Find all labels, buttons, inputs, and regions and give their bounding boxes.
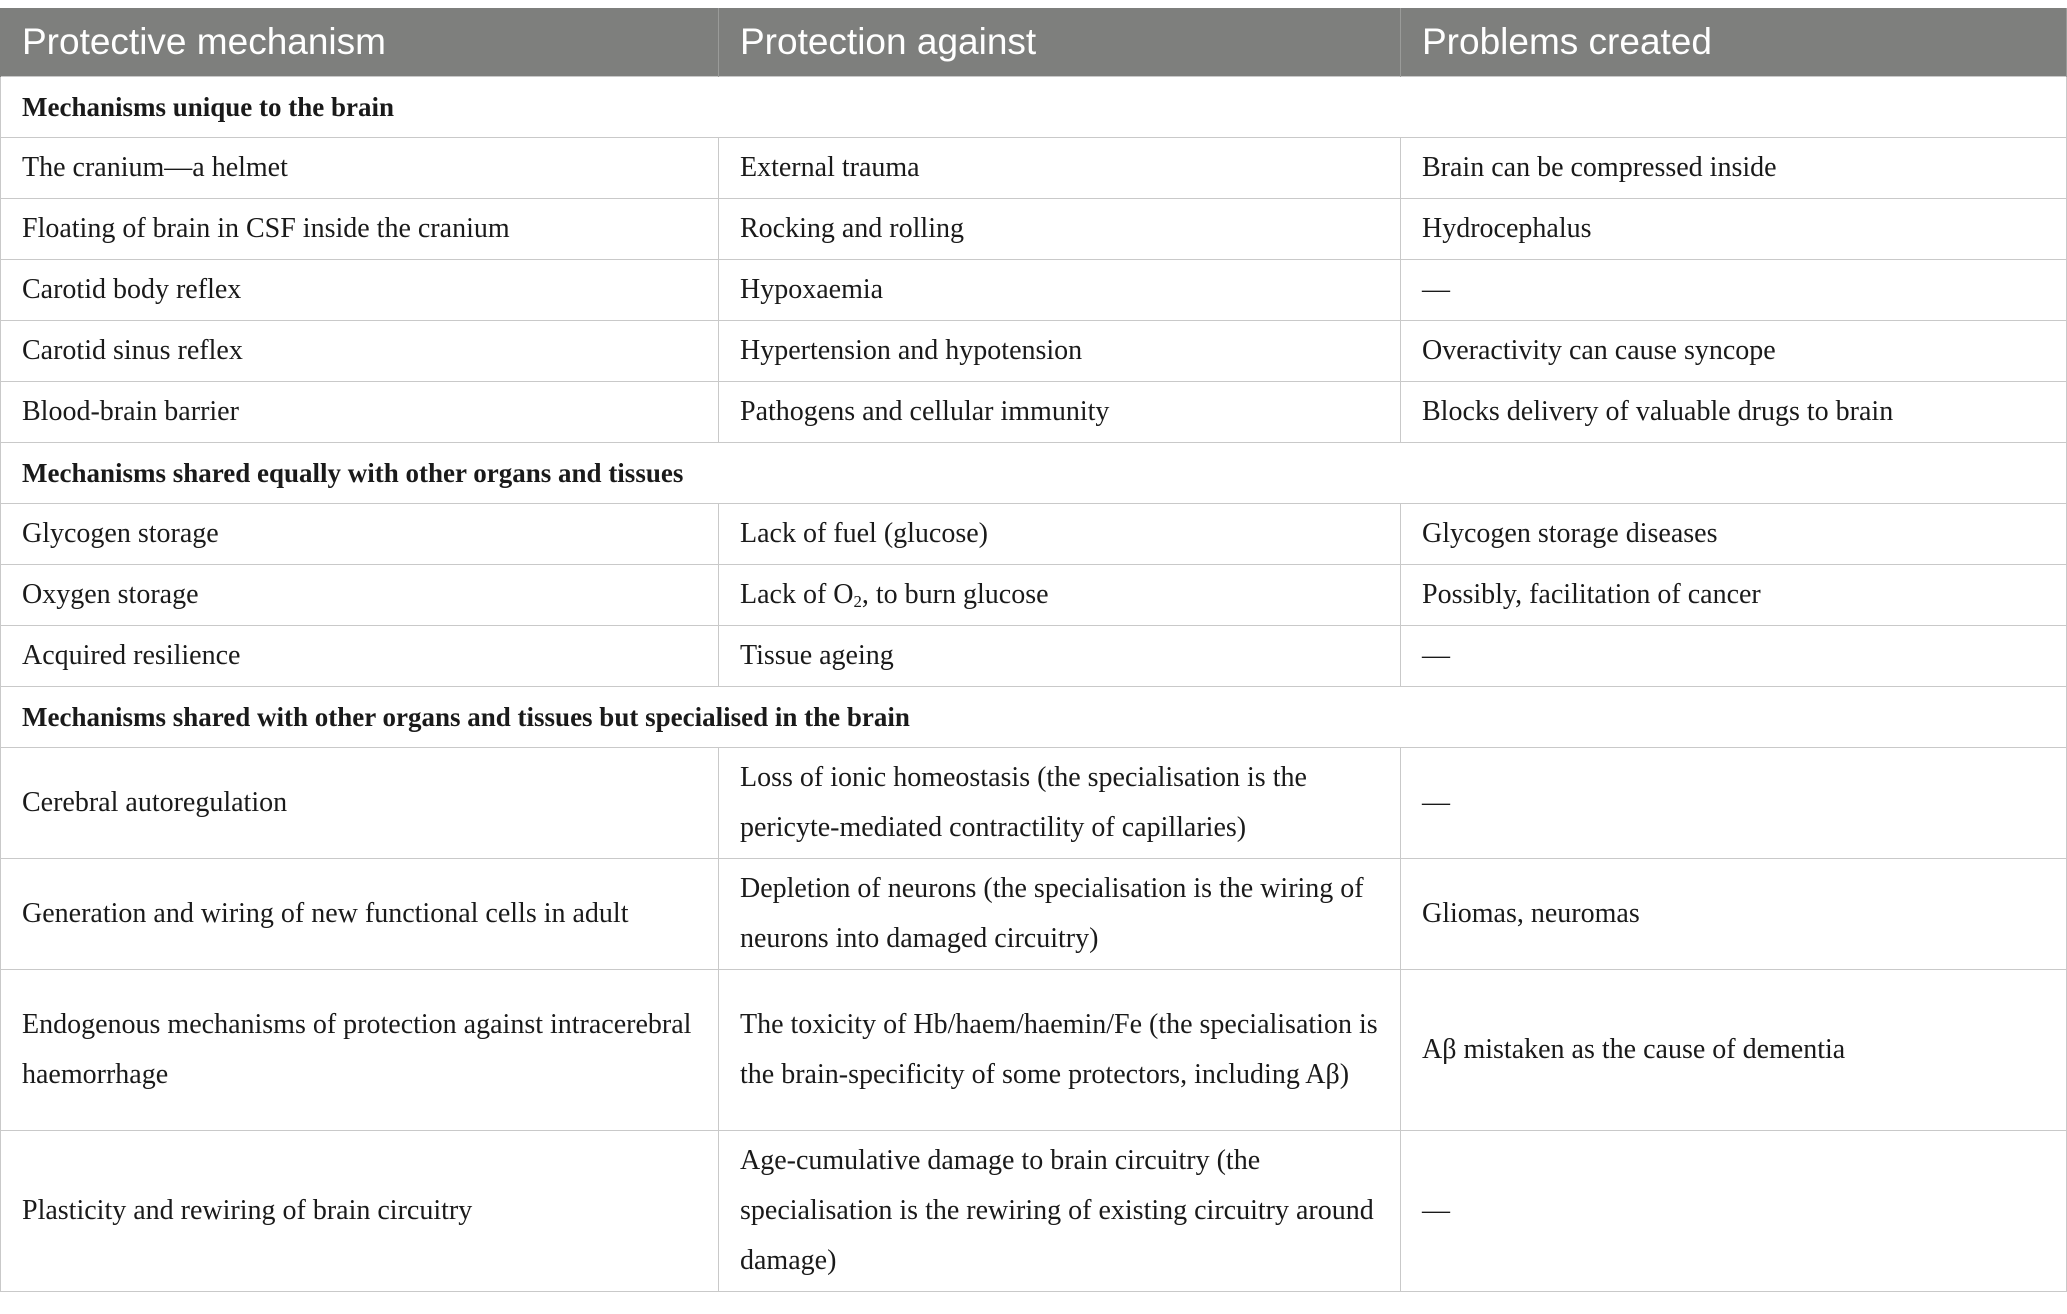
mechanism-cell: Acquired resilience: [1, 626, 719, 687]
mechanism-cell: Cerebral autoregulation: [1, 748, 719, 859]
mechanism-cell: Glycogen storage: [1, 504, 719, 565]
table-row: [1, 970, 2067, 1131]
protection-cell: Tissue ageing: [719, 626, 1401, 687]
protection-text-pre: Lack of O: [740, 579, 854, 610]
problems-cell: —: [1401, 748, 2067, 859]
protection-cell: External trauma: [719, 138, 1401, 199]
problems-cell: Gliomas, neuromas: [1401, 859, 2067, 970]
problems-cell: Glycogen storage diseases: [1401, 504, 2067, 565]
subscript-2: 2: [853, 592, 862, 612]
section-title: Mechanisms shared with other organs and tissues but specialised in the brain: [1, 687, 2067, 748]
table-row: [1, 382, 2067, 443]
mechanism-cell: Blood-brain barrier: [1, 382, 719, 443]
protection-cell: Age-cumulative damage to brain circuitry (the specialisation is the rewiring of existing circuitry around damage): [719, 1131, 1401, 1292]
protection-cell: Lack of fuel (glucose): [719, 504, 1401, 565]
problems-cell: Possibly, facilitation of cancer: [1401, 565, 2067, 626]
table-row: [1, 626, 2067, 687]
mechanism-cell: Floating of brain in CSF inside the cranium: [1, 199, 719, 260]
header-protective-mechanism: Protective mechanism: [1, 8, 719, 77]
table-row: [1, 1131, 2067, 1292]
protection-cell: Rocking and rolling: [719, 199, 1401, 260]
protection-cell: Loss of ionic homeostasis (the specialisation is the pericyte-mediated contractility of capillaries): [719, 748, 1401, 859]
problems-cell: —: [1401, 1131, 2067, 1292]
header-protection-against: Protection against: [719, 8, 1401, 77]
mechanism-cell: Generation and wiring of new functional cells in adult: [1, 859, 719, 970]
table-row: [1, 748, 2067, 859]
section-title: Mechanisms shared equally with other organs and tissues: [1, 443, 2067, 504]
mechanism-cell: Plasticity and rewiring of brain circuitry: [1, 1131, 719, 1292]
section-title: Mechanisms unique to the brain: [1, 77, 2067, 138]
section-row: [1, 77, 2067, 138]
problems-cell: —: [1401, 626, 2067, 687]
header-problems-created: Problems created: [1401, 8, 2067, 77]
section-row: [1, 687, 2067, 748]
mechanism-cell: Carotid body reflex: [1, 260, 719, 321]
section-row: [1, 443, 2067, 504]
table-row: [1, 504, 2067, 565]
protection-text-post: , to burn glucose: [861, 579, 1049, 610]
problems-cell: Overactivity can cause syncope: [1401, 321, 2067, 382]
mechanism-cell: Endogenous mechanisms of protection against intracerebral haemorrhage: [1, 970, 719, 1131]
problems-cell: Aβ mistaken as the cause of dementia: [1401, 970, 2067, 1131]
mechanism-cell: The cranium—a helmet: [1, 138, 719, 199]
table-row: [1, 138, 2067, 199]
table-row: [1, 199, 2067, 260]
protection-cell: Pathogens and cellular immunity: [719, 382, 1401, 443]
table-row: [1, 260, 2067, 321]
problems-cell: Hydrocephalus: [1401, 199, 2067, 260]
table-row: [1, 859, 2067, 970]
protection-cell: Hypertension and hypotension: [719, 321, 1401, 382]
problems-cell: —: [1401, 260, 2067, 321]
mechanism-cell: Oxygen storage: [1, 565, 719, 626]
protection-cell: Depletion of neurons (the specialisation is the wiring of neurons into damaged circuitry): [719, 859, 1401, 970]
protection-cell: [719, 565, 1401, 626]
table-header-row: [1, 8, 2067, 77]
table-row: [1, 321, 2067, 382]
mechanism-cell: Carotid sinus reflex: [1, 321, 719, 382]
table-row: [1, 565, 2067, 626]
problems-cell: Brain can be compressed inside: [1401, 138, 2067, 199]
protection-cell: The toxicity of Hb/haem/haemin/Fe (the specialisation is the brain-specificity of some protectors, including Aβ): [719, 970, 1401, 1131]
problems-cell: Blocks delivery of valuable drugs to brain: [1401, 382, 2067, 443]
protection-cell: Hypoxaemia: [719, 260, 1401, 321]
mechanisms-table: [0, 8, 2067, 1292]
